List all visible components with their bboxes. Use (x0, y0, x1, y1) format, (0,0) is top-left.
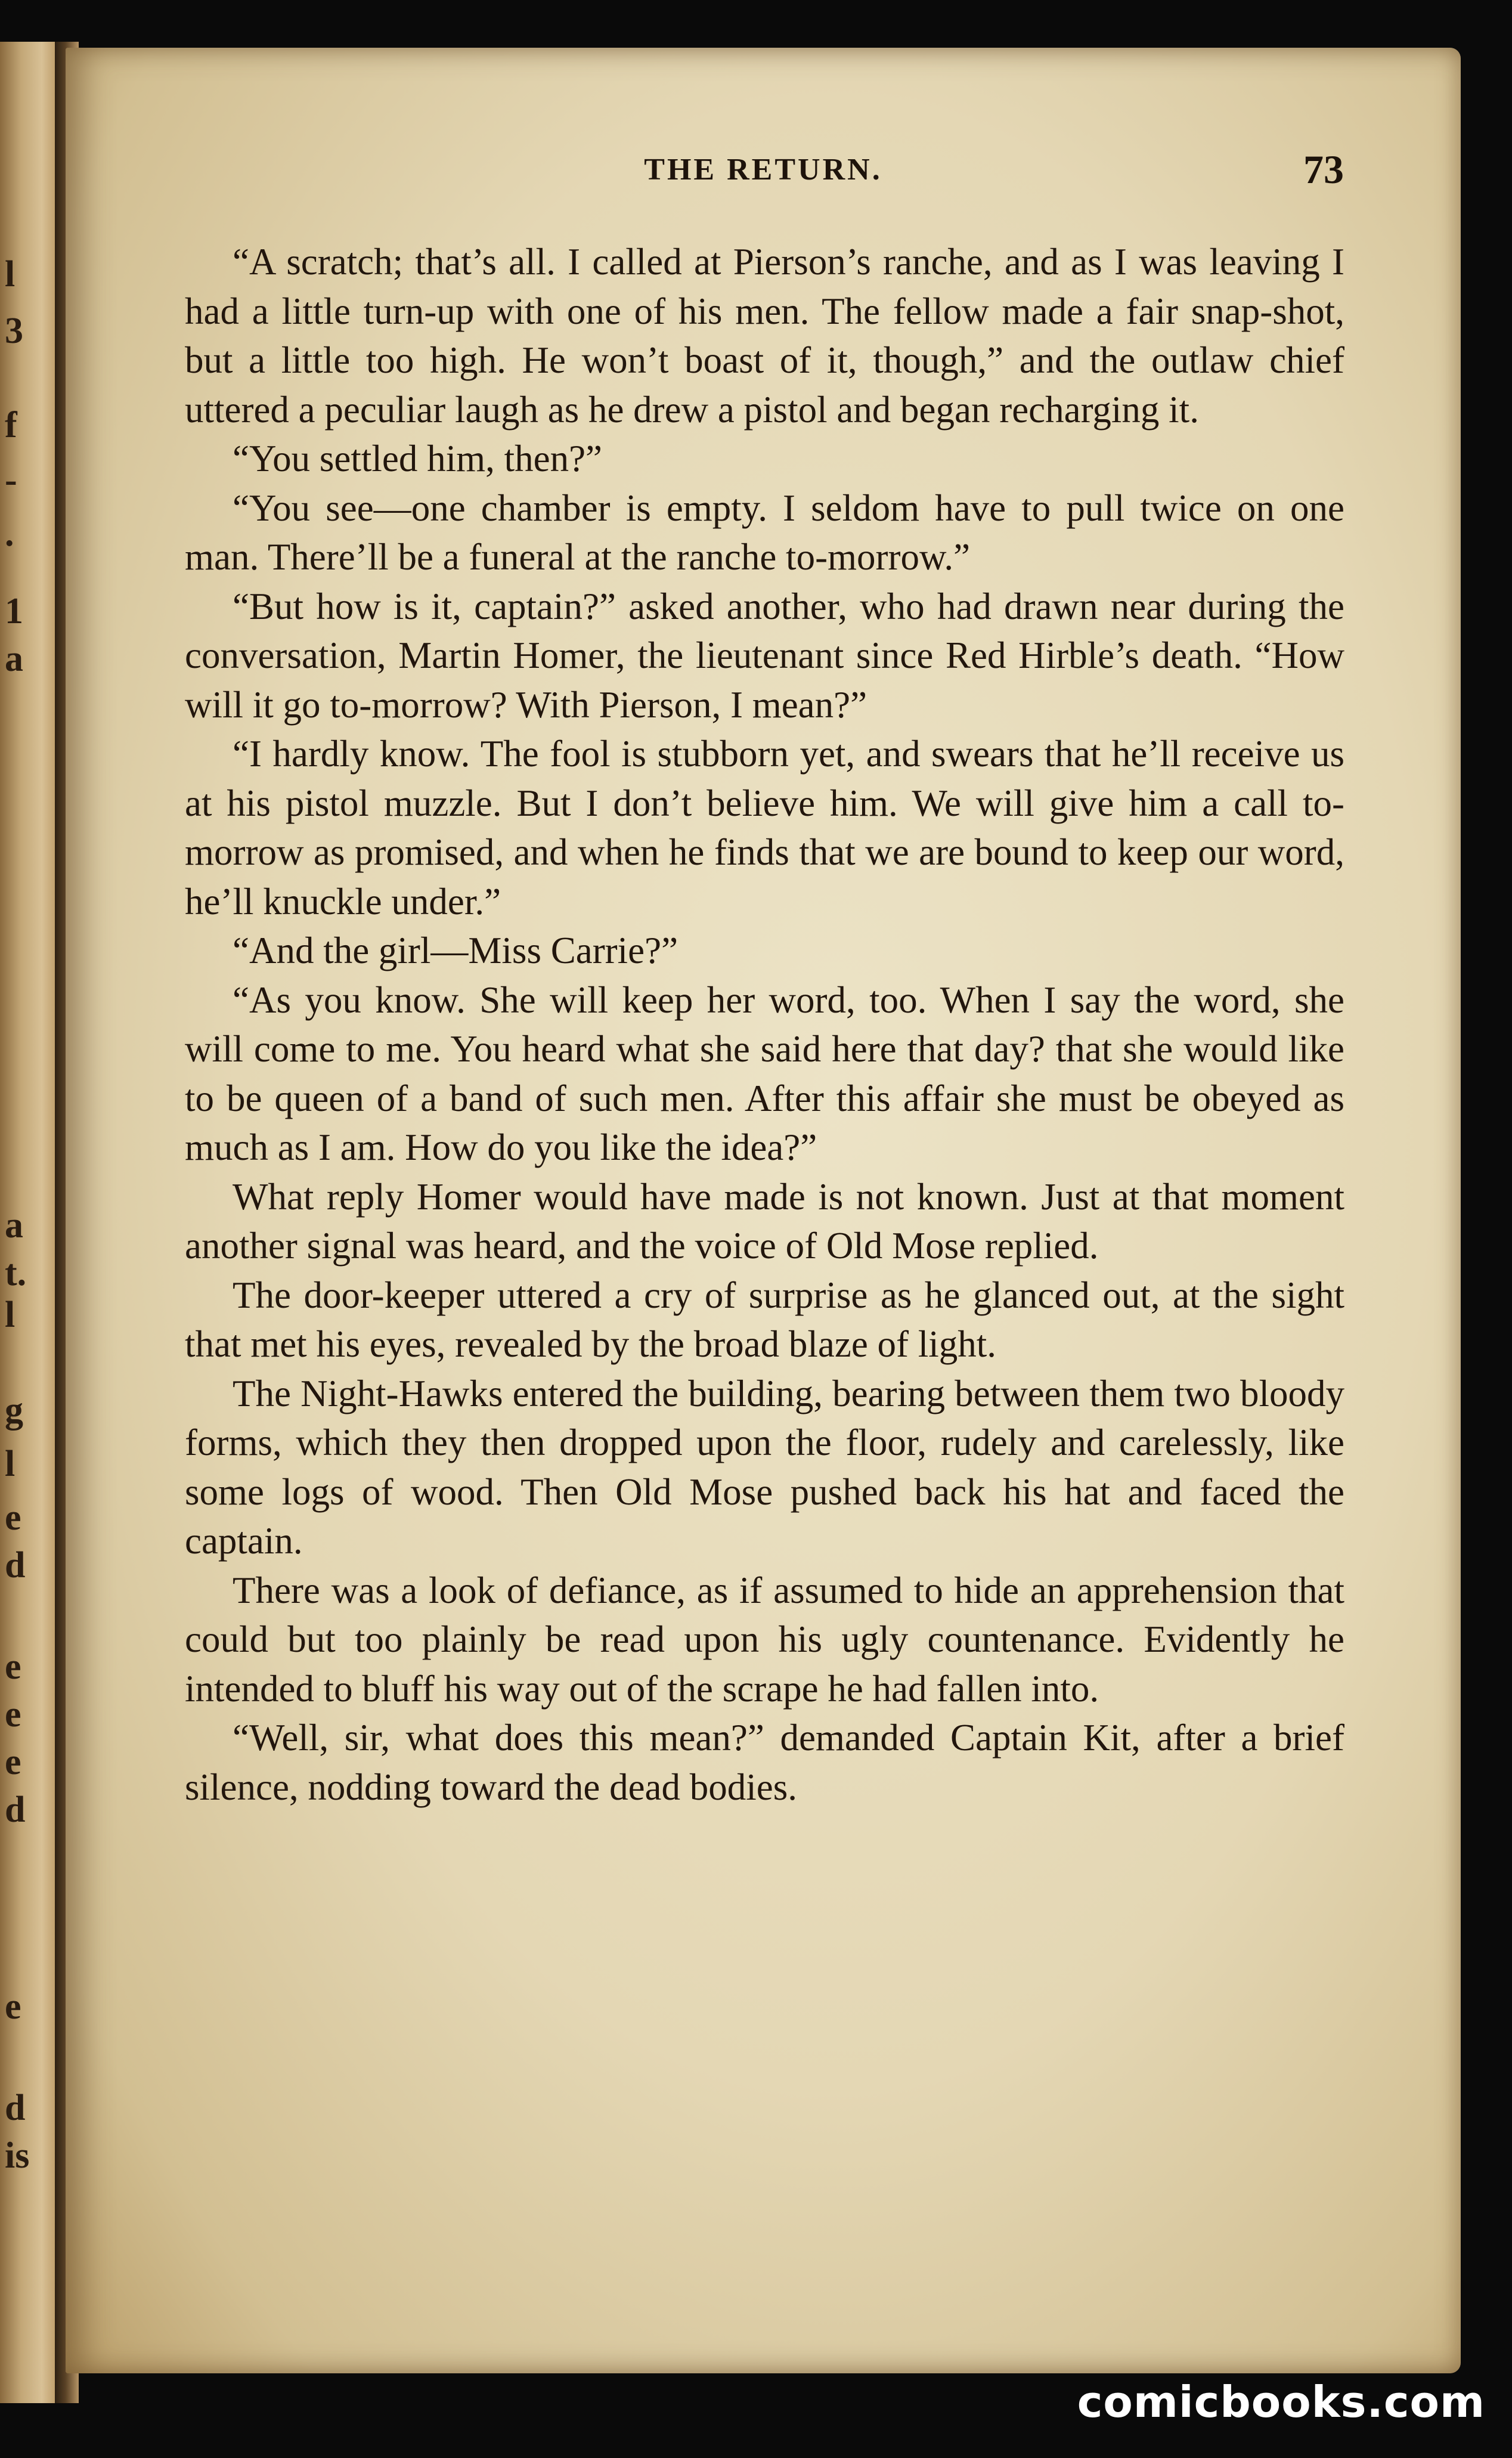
paragraph: “You settled him, then?” (233, 438, 603, 479)
facing-page-fragment: t. (5, 1253, 27, 1293)
site-watermark: comicbooks.com (1077, 2377, 1485, 2427)
facing-page-fragment: f (5, 405, 17, 445)
facing-page-fragment: l (5, 1444, 16, 1484)
paragraph: “Well, sir, what does this mean?” demanded Captain Kit, after a brief silence, nodding toward the dead bodies. (185, 1717, 1344, 1808)
running-title: THE RETURN. (644, 153, 882, 187)
body-text (185, 237, 1344, 1812)
facing-page-fragment: a (5, 1205, 23, 1246)
page-header (185, 147, 1344, 212)
facing-page-fragment: e (5, 1497, 21, 1538)
facing-page-edge (0, 42, 60, 2403)
facing-page-fragment: e (5, 1694, 21, 1735)
paragraph: There was a look of defiance, as if assumed to hide an apprehension that could but too plainly be read upon his ugly countenance. Evidently he intended to bluff his way out of the scrape he had fallen into. (185, 1569, 1344, 1710)
facing-page-fragment: - (5, 460, 17, 500)
paragraph: What reply Homer would have made is not known. Just at that moment another signal was heard, and the voice of Old Mose replied. (185, 1175, 1344, 1267)
paragraph: “And the girl—Miss Carrie?” (233, 930, 678, 971)
facing-page-fragment: d (5, 2088, 26, 2128)
facing-page-fragment: e (5, 1646, 21, 1687)
facing-page-fragment: . (5, 513, 14, 554)
facing-page-fragment: e (5, 1742, 21, 1782)
facing-page-fragment: l (5, 254, 16, 295)
facing-page-fragment: is (5, 2135, 30, 2176)
facing-page-fragment: d (5, 1545, 26, 1586)
facing-page-fragment: l (5, 1295, 16, 1335)
paragraph: “But how is it, captain?” asked another, who had drawn near during the conversation, Martin Homer, the lieutenant since Red Hirble’s death. “How will it go to-morrow? With Pierson, I mean?” (185, 585, 1344, 726)
paragraph: The door-keeper uttered a cry of surprise as he glanced out, at the sight that met his eyes, revealed by the broad blaze of light. (185, 1274, 1344, 1365)
facing-page-fragment: d (5, 1790, 26, 1830)
paragraph: “You see—one chamber is empty. I seldom have to pull twice on one man. There’ll be a funeral at the ranche to-morrow.” (185, 487, 1344, 578)
page-number: 73 (1303, 147, 1344, 192)
facing-page-fragment: 3 (5, 311, 23, 351)
facing-page-fragment: g (5, 1390, 23, 1431)
paragraph: The Night-Hawks entered the building, bearing between them two bloody forms, which they then dropped upon the floor, rudely and carelessly, like some logs of wood. Then Old Mose pushed back his hat and faced the captain. (185, 1372, 1344, 1562)
paragraph: “As you know. She will keep her word, too. When I say the word, she will come to me. You heard what she said here that day? that she would like to be queen of a band of such men. After this affair she must be obeyed as much as I am. How do you like the idea?” (185, 979, 1344, 1168)
paragraph: “A scratch; that’s all. I called at Pierson’s ranche, and as I was leaving I had a little turn-up with one of his men. The fellow made a fair snap-shot, but a little too high. He won’t boast of it, though,” and the outlaw chief uttered a peculiar laugh as he drew a pistol and began recharging it. (185, 241, 1344, 431)
paragraph: “I hardly know. The fool is stubborn yet, and swears that he’ll receive us at his pistol muzzle. But I don’t believe him. We will give him a call to-morrow as promised, and when he finds that we are bound to keep our word, he’ll knuckle under.” (185, 733, 1344, 922)
book-page (66, 48, 1461, 2373)
facing-page-fragment: e (5, 1986, 21, 2027)
facing-page-fragment: 1 (5, 591, 23, 631)
facing-page-fragment: a (5, 639, 23, 679)
